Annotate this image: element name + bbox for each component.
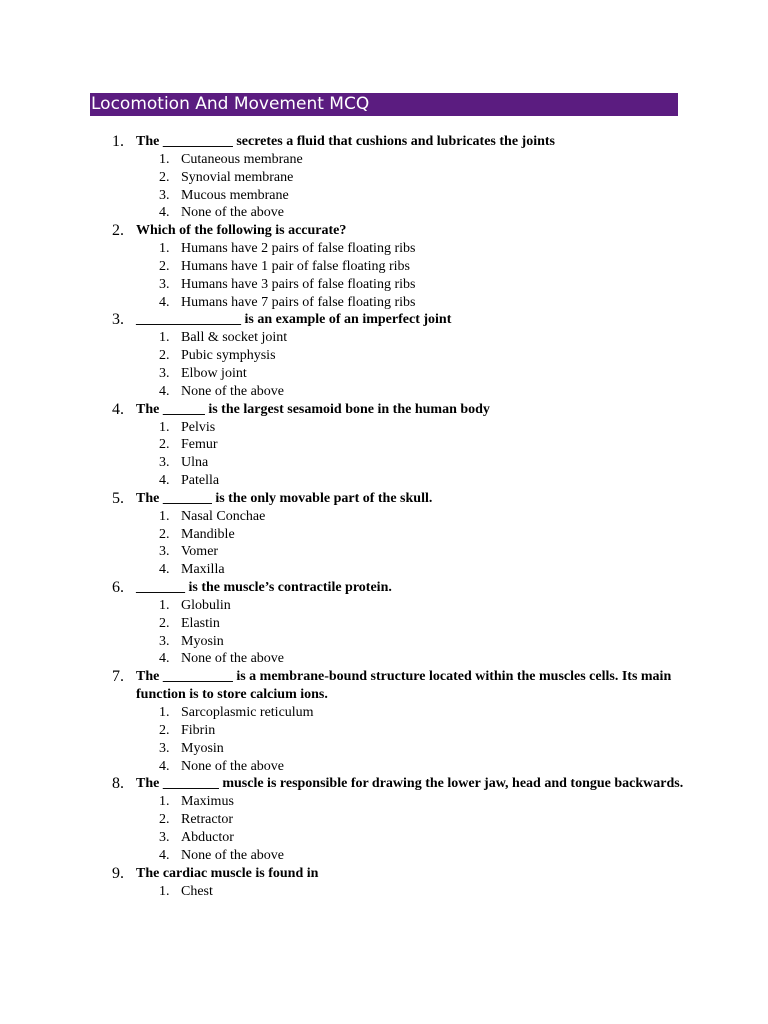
question-item <box>0 579 768 668</box>
option-number: 2. <box>159 615 170 631</box>
option-number: 4. <box>159 205 170 221</box>
question-number: 1. <box>112 133 124 150</box>
option-number: 4. <box>159 472 170 488</box>
question-text: The __________ is a membrane-bound structure located within the muscles cells. Its main function is to store calcium ions. <box>136 669 672 703</box>
question-item <box>0 222 768 311</box>
answer-option <box>0 508 768 526</box>
option-number: 1. <box>159 419 170 435</box>
question-text: The _______ is the only movable part of the skull. <box>136 490 433 506</box>
option-text: None of the above <box>181 847 285 863</box>
option-number: 4. <box>159 651 170 667</box>
option-number: 2. <box>159 437 170 453</box>
question-text: The __________ secretes a fluid that cushions and lubricates the joints <box>136 134 555 149</box>
answer-option <box>0 526 768 544</box>
answer-option <box>0 811 768 829</box>
option-text: Humans have 7 pairs of false floating ribs <box>181 294 416 310</box>
option-text: Femur <box>181 437 218 453</box>
answer-option <box>0 294 768 312</box>
question-item <box>0 133 768 222</box>
option-number: 4. <box>159 758 170 774</box>
option-text: Mandible <box>181 526 235 542</box>
question-list <box>0 133 768 900</box>
option-number: 4. <box>159 847 170 863</box>
question-number: 9. <box>112 864 124 882</box>
question-text: Which of the following is accurate? <box>136 223 347 239</box>
question-item <box>0 865 768 901</box>
option-text: Myosin <box>181 740 224 756</box>
option-number: 2. <box>159 526 170 542</box>
option-text: Patella <box>181 472 220 488</box>
question-number: 2. <box>112 222 124 240</box>
option-number: 3. <box>159 544 170 560</box>
option-text: Chest <box>181 883 213 899</box>
option-text: Myosin <box>181 633 224 649</box>
question-number: 5. <box>112 489 124 507</box>
option-number: 2. <box>159 812 170 828</box>
question-number: 7. <box>112 668 124 686</box>
question-number: 8. <box>112 775 124 793</box>
option-number: 1. <box>159 241 170 257</box>
answer-option <box>0 597 768 615</box>
option-number: 1. <box>159 330 170 346</box>
answer-option <box>0 329 768 347</box>
option-text: None of the above <box>181 758 285 774</box>
question-text: The cardiac muscle is found in <box>136 865 319 881</box>
answer-option <box>0 758 768 776</box>
option-text: Fibrin <box>181 722 216 738</box>
answer-option <box>0 383 768 401</box>
option-number: 2. <box>159 258 170 274</box>
answer-option <box>0 436 768 454</box>
answer-option <box>0 650 768 668</box>
option-number: 4. <box>159 562 170 578</box>
answer-option <box>0 722 768 740</box>
answer-option <box>0 365 768 383</box>
option-number: 1. <box>159 705 170 721</box>
option-number: 1. <box>159 597 170 613</box>
answer-option <box>0 829 768 847</box>
answer-option <box>0 543 768 561</box>
answer-option <box>0 240 768 258</box>
option-text: Retractor <box>181 812 234 828</box>
question-item <box>0 775 768 864</box>
option-number: 3. <box>159 455 170 471</box>
answer-option <box>0 704 768 722</box>
option-number: 3. <box>159 740 170 756</box>
answer-option <box>0 276 768 294</box>
answer-option <box>0 615 768 633</box>
option-number: 3. <box>159 276 170 292</box>
option-text: Ulna <box>181 455 209 471</box>
option-text: Humans have 1 pair of false floating ribs <box>181 258 410 274</box>
answer-option <box>0 454 768 472</box>
option-text: Cutaneous membrane <box>181 152 303 167</box>
document-title-bar <box>90 93 678 116</box>
option-number: 3. <box>159 187 170 203</box>
answer-option <box>0 204 768 222</box>
option-text: Elastin <box>181 615 220 631</box>
question-text: _______ is the muscle’s contractile protein. <box>136 579 392 595</box>
option-number: 2. <box>159 348 170 364</box>
option-number: 1. <box>159 794 170 810</box>
answer-option <box>0 847 768 865</box>
question-item <box>0 668 768 775</box>
option-text: Mucous membrane <box>181 187 289 203</box>
question-text: The ______ is the largest sesamoid bone in the human body <box>136 401 490 417</box>
option-text: Globulin <box>181 597 231 613</box>
option-text: Pelvis <box>181 419 216 435</box>
option-text: Nasal Conchae <box>181 508 266 524</box>
option-text: None of the above <box>181 651 285 667</box>
question-number: 3. <box>112 311 124 329</box>
question-item <box>0 490 768 579</box>
answer-option <box>0 151 768 169</box>
question-text: _______________ is an example of an imperfect joint <box>136 312 452 328</box>
option-text: Maxilla <box>181 562 225 578</box>
option-text: Vomer <box>181 544 219 560</box>
answer-option <box>0 187 768 205</box>
question-item <box>0 311 768 400</box>
option-text: Sarcoplasmic reticulum <box>181 705 314 721</box>
option-text: Humans have 2 pairs of false floating ribs <box>181 241 416 257</box>
option-text: None of the above <box>181 205 285 221</box>
answer-option <box>0 883 768 901</box>
option-number: 3. <box>159 633 170 649</box>
document-title: Locomotion And Movement MCQ <box>91 94 370 114</box>
answer-option <box>0 793 768 811</box>
answer-option <box>0 561 768 579</box>
option-text: Maximus <box>181 794 234 810</box>
option-text: Ball & socket joint <box>181 330 288 346</box>
question-text: The ________ muscle is responsible for drawing the lower jaw, head and tongue backwards. <box>136 776 684 792</box>
option-number: 3. <box>159 829 170 845</box>
option-text: Humans have 3 pairs of false floating ribs <box>181 276 416 292</box>
option-number: 4. <box>159 294 170 310</box>
option-number: 4. <box>159 383 170 399</box>
option-text: None of the above <box>181 383 285 399</box>
answer-option <box>0 740 768 758</box>
answer-option <box>0 472 768 490</box>
option-text: Synovial membrane <box>181 169 294 185</box>
option-text: Abductor <box>181 829 234 845</box>
option-number: 1. <box>159 883 170 899</box>
answer-option <box>0 258 768 276</box>
option-number: 1. <box>159 508 170 524</box>
answer-option <box>0 419 768 437</box>
answer-option <box>0 347 768 365</box>
option-text: Elbow joint <box>181 365 247 381</box>
option-number: 1. <box>159 152 170 167</box>
question-number: 6. <box>112 578 124 596</box>
answer-option <box>0 169 768 187</box>
option-number: 3. <box>159 365 170 381</box>
question-item <box>0 401 768 490</box>
question-number: 4. <box>112 400 124 418</box>
answer-option <box>0 633 768 651</box>
option-text: Pubic symphysis <box>181 348 276 364</box>
option-number: 2. <box>159 722 170 738</box>
option-number: 2. <box>159 169 170 185</box>
